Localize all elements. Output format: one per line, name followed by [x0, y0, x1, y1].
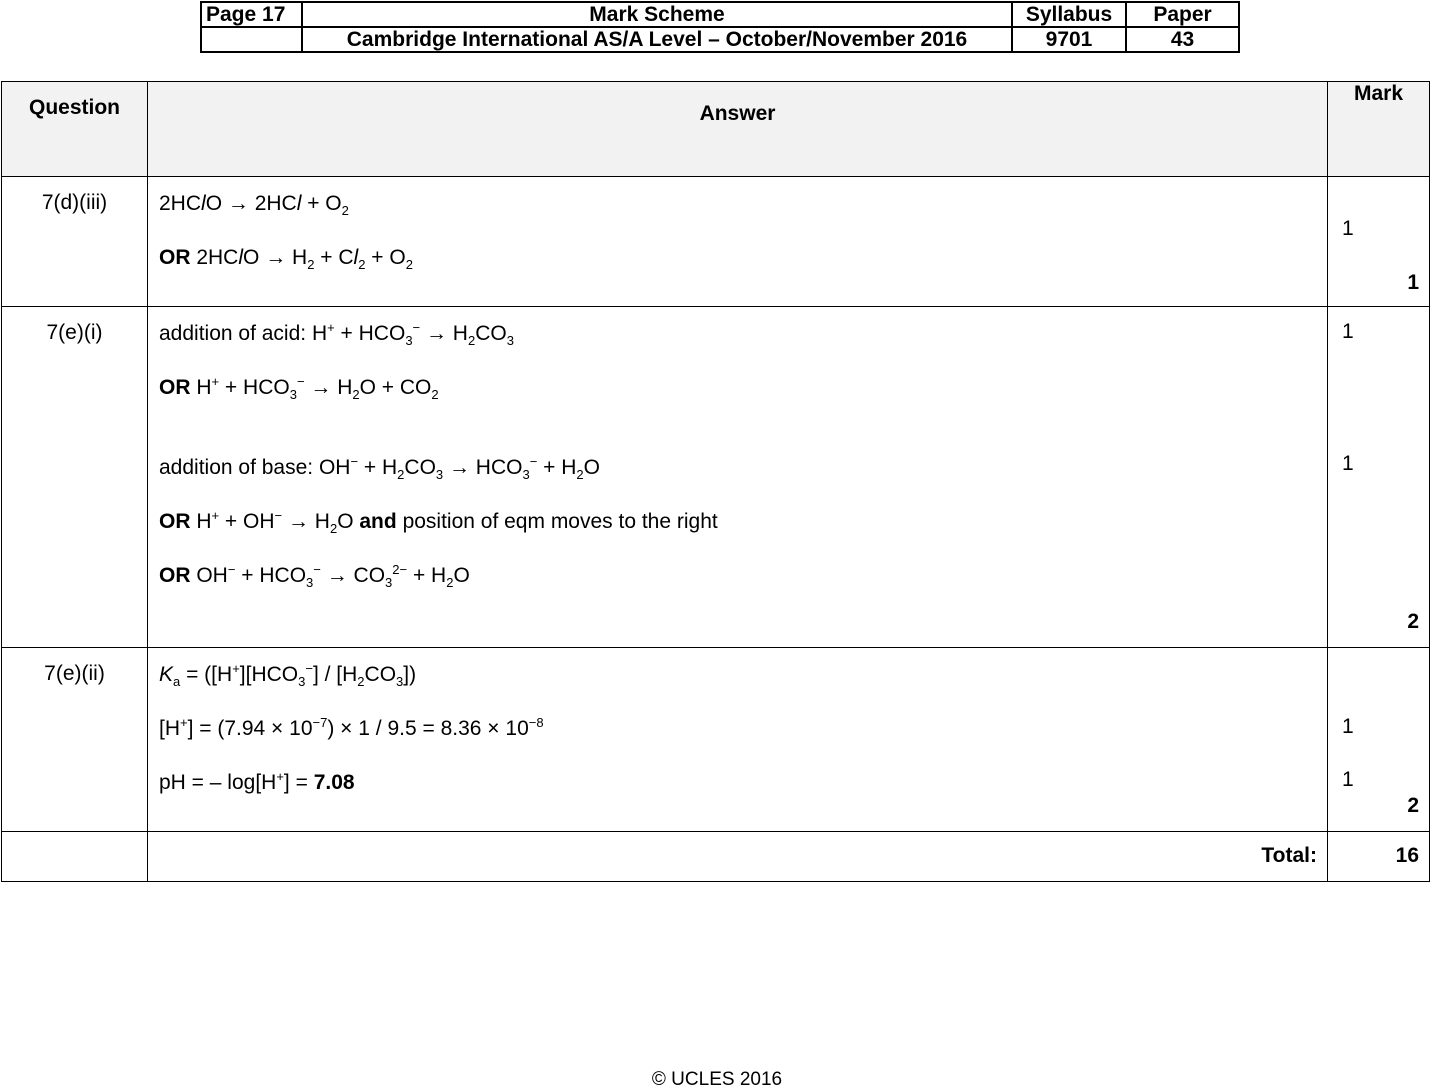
- equation: OR 2HClO → $H_2 + Cl_2 + O_2$: [159, 246, 413, 273]
- mark-value: 1: [1342, 768, 1354, 791]
- equation: pH = – log[H+] = 7.08: [159, 769, 355, 794]
- equation: OR $H^+ + HCO_3^- \to H_2O + CO_2$: [159, 374, 439, 403]
- mark-cell: [1328, 648, 1430, 832]
- table-row: [2, 307, 1430, 648]
- mark-total: 2: [1407, 794, 1419, 817]
- question-header: Question: [2, 82, 148, 177]
- answer-cell: [148, 648, 1328, 832]
- mark-scheme-title: Mark Scheme: [302, 2, 1012, 27]
- mark-cell: [1328, 177, 1430, 307]
- mark-value: 1: [1342, 715, 1354, 738]
- table-row: [2, 648, 1430, 832]
- question-number: 7(e)(ii): [2, 648, 148, 832]
- answer-header: Answer: [148, 82, 1328, 177]
- empty-cell: [201, 27, 302, 52]
- total-label: Total:: [148, 832, 1328, 882]
- mark-value: 1: [1342, 320, 1354, 343]
- mark-cell: [1328, 307, 1430, 648]
- equation: $K_a = ([H^+][HCO_3^-] / [H_2CO_3])$: [159, 661, 417, 690]
- equation: $[H^+] = (7.94 \times 10^{-7}) \times 1 / 9.5 = 8.36 \times 10^{-8}$: [159, 715, 544, 740]
- exam-title: Cambridge International AS/A Level – October/November 2016: [302, 27, 1012, 52]
- mark-scheme-table: [1, 81, 1430, 882]
- equation: OR $OH^- + HCO_3^- \to CO_3^{2-} + H_2O$: [159, 562, 470, 591]
- total-value: 16: [1328, 832, 1430, 882]
- table-row: [2, 177, 1430, 307]
- answer-cell: [148, 177, 1328, 307]
- total-row: [2, 832, 1430, 882]
- header-table: [200, 1, 1240, 53]
- mark-value: 1: [1342, 217, 1354, 240]
- syllabus-code: 9701: [1012, 27, 1126, 52]
- syllabus-label: Syllabus: [1012, 2, 1126, 27]
- question-number: 7(e)(i): [2, 307, 148, 648]
- mark-value: 1: [1342, 452, 1354, 475]
- equation: OR $H^+ + OH^- \to H_2O$ and position of eqm moves to the right: [159, 508, 718, 537]
- copyright-footer: © UCLES 2016: [651, 1069, 783, 1090]
- mark-total: 2: [1407, 610, 1419, 633]
- paper-number: 43: [1126, 27, 1239, 52]
- mark-header: Mark: [1328, 82, 1430, 177]
- table-header-row: [2, 82, 1430, 177]
- answer-cell: [148, 307, 1328, 648]
- question-number: 7(d)(iii): [2, 177, 148, 307]
- page-number: Page 17: [201, 2, 302, 27]
- equation: 2HClO → $2HCl + O_2$: [159, 192, 349, 219]
- equation: addition of acid: $H^+ + HCO_3^- \to H_2CO_3$: [159, 320, 514, 349]
- empty-cell: [2, 832, 148, 882]
- equation: addition of base: $OH^- + H_2CO_3 \to HCO_3^- + H_2O$: [159, 454, 600, 483]
- mark-total: 1: [1407, 271, 1419, 294]
- paper-label: Paper: [1126, 2, 1239, 27]
